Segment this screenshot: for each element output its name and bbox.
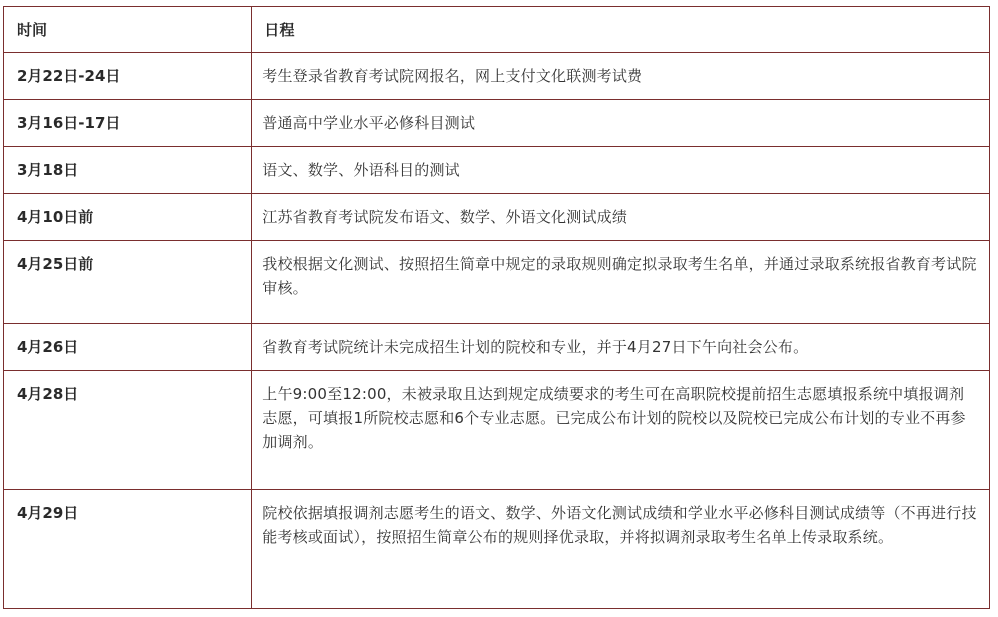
- row-time: 4月25日前: [4, 241, 252, 324]
- table-row: [4, 100, 990, 147]
- row-schedule: 我校根据文化测试、按照招生简章中规定的录取规则确定拟录取考生名单，并通过录取系统报省教育考试院审核。: [252, 241, 990, 324]
- row-time: 3月18日: [4, 147, 252, 194]
- table-row: [4, 147, 990, 194]
- table-row: [4, 53, 990, 100]
- row-schedule: 语文、数学、外语科目的测试: [252, 147, 990, 194]
- header-schedule: 日程: [252, 7, 990, 53]
- row-schedule: 普通高中学业水平必修科目测试: [252, 100, 990, 147]
- row-schedule: 上午9:00至12:00，未被录取且达到规定成绩要求的考生可在高职院校提前招生志愿填报系统中填报调剂志愿，可填报1所院校志愿和6个专业志愿。已完成公布计划的院校以及院校已完成公布计划的专业不再参加调剂。: [252, 371, 990, 490]
- row-schedule: 考生登录省教育考试院网报名，网上支付文化联测考试费: [252, 53, 990, 100]
- schedule-table: [3, 6, 990, 609]
- row-time: 4月28日: [4, 371, 252, 490]
- row-time: 4月26日: [4, 324, 252, 371]
- table-row: [4, 241, 990, 324]
- header-time: 时间: [4, 7, 252, 53]
- table-row: [4, 490, 990, 609]
- table-row: [4, 194, 990, 241]
- row-time: 4月29日: [4, 490, 252, 609]
- row-time: 3月16日-17日: [4, 100, 252, 147]
- row-schedule: 院校依据填报调剂志愿考生的语文、数学、外语文化测试成绩和学业水平必修科目测试成绩等（不再进行技能考核或面试），按照招生简章公布的规则择优录取，并将拟调剂录取考生名单上传录取系统。: [252, 490, 990, 609]
- row-time: 4月10日前: [4, 194, 252, 241]
- table-header-row: [4, 7, 990, 53]
- row-schedule: 江苏省教育考试院发布语文、数学、外语文化测试成绩: [252, 194, 990, 241]
- table-row: [4, 371, 990, 490]
- row-schedule: 省教育考试院统计未完成招生计划的院校和专业，并于4月27日下午向社会公布。: [252, 324, 990, 371]
- table-row: [4, 324, 990, 371]
- row-time: 2月22日-24日: [4, 53, 252, 100]
